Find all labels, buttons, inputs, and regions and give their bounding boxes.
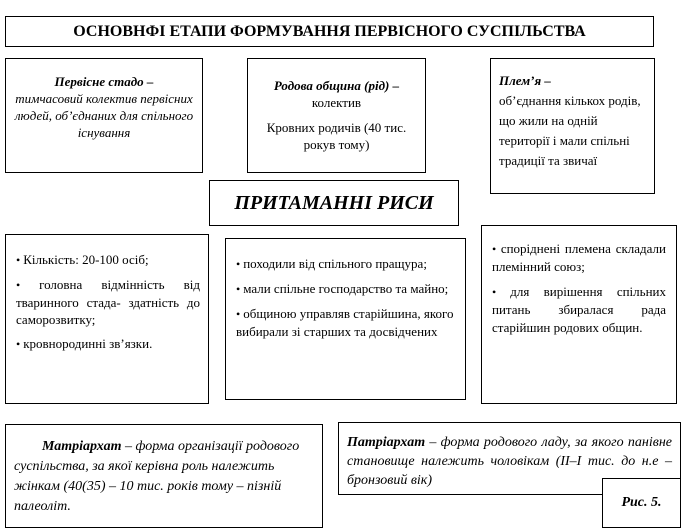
clan-community-line2: Кровних родичів (40 тис. рокув тому): [266, 120, 407, 152]
feature-item: • споріднені племена складали племінний союз;: [492, 240, 666, 276]
feature-item: • головна відмінність від тваринного стада- здатність до саморозвитку;: [16, 276, 200, 328]
primitive-herd-box: [5, 58, 203, 173]
matriarchy-text: – форма організації родового суспільства, за якої керівна роль належить жінкам (40(35) – 10 тис. років тому – пізній палеоліт.: [14, 439, 300, 514]
feature-item: • для вирішення спільних питань збиралася рада старійшин родових общин.: [492, 283, 666, 337]
tribe-term: Плем’я –: [499, 73, 551, 88]
patriarchy-text: – форма родового ладу, за якого панівне становище належить чоловікам (ІІ–І тис. до н.е – бронзовий вік): [347, 435, 672, 488]
tribe-features-box: [481, 225, 677, 404]
matriarchy-term: Матріархат: [42, 439, 122, 454]
figure-label: Рис. 5.: [602, 478, 681, 528]
feature-item: • кровнородинні зв’язки.: [16, 335, 200, 353]
feature-item: • Кількість: 20-100 осіб;: [16, 251, 200, 269]
clan-community-line1: колектив: [311, 95, 362, 110]
feature-item: • походили від спільного пращура;: [236, 255, 455, 273]
matriarchy-box: [5, 424, 323, 528]
primitive-herd-text: тимчасовий колектив первісних людей, об’єднаних для спільного існування: [14, 91, 194, 140]
clan-community-term: Родова община (рід) –: [273, 78, 400, 93]
primitive-herd-term: Первісне стадо –: [54, 74, 154, 89]
clan-community-box: [247, 58, 426, 173]
herd-features-box: [5, 234, 209, 404]
feature-item: • мали спільне господарство та майно;: [236, 280, 455, 298]
feature-item: • общиною управляв старійшина, якого вибирали зі старших та досвідчених: [236, 305, 455, 340]
tribe-text: об’єднання кількох родів, що жили на одній території і мали спільні традиції та звичаї: [499, 93, 641, 168]
patriarchy-term: Патріархат: [347, 435, 426, 450]
tribe-box: [490, 58, 655, 194]
clan-features-box: [225, 238, 466, 400]
page-title: ОСНОВНФІ ЕТАПИ ФОРМУВАННЯ ПЕРВІСНОГО СУСПІЛЬСТВА: [5, 16, 654, 47]
features-title: ПРИТАМАННІ РИСИ: [209, 180, 459, 226]
